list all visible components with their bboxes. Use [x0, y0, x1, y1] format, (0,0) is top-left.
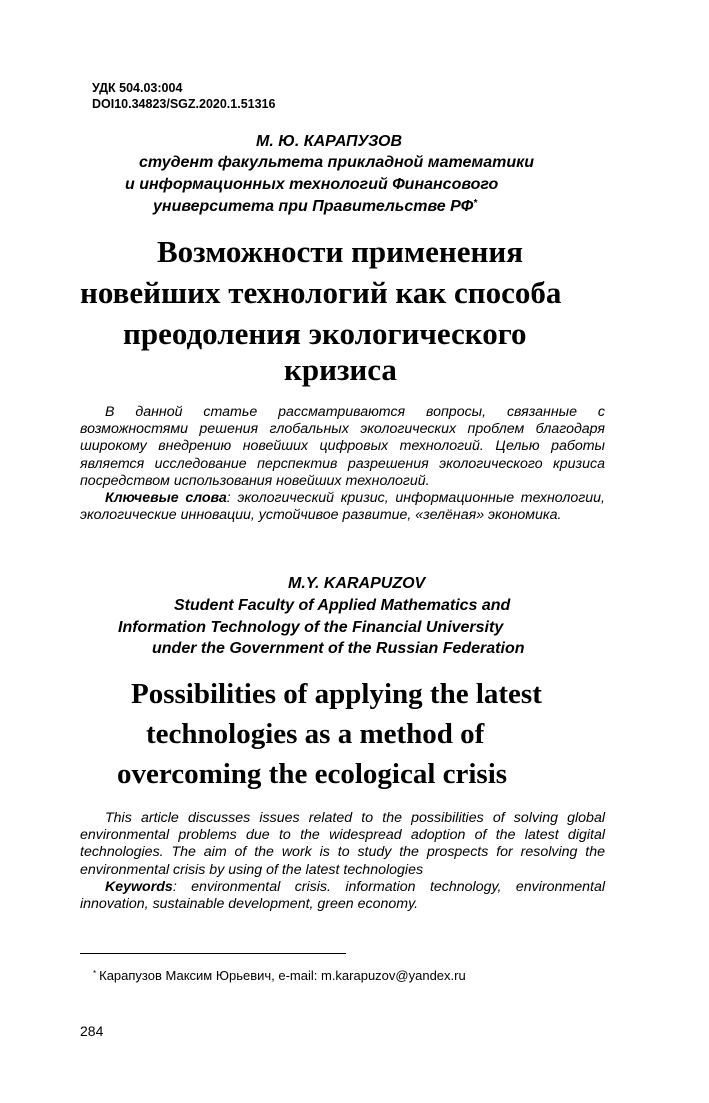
title-en-line-2: technologies as a method of: [146, 718, 485, 750]
affiliation-text: университета при Правительстве РФ: [153, 198, 474, 215]
author-name-en: M.Y. KARAPUZOV: [288, 575, 426, 592]
author-affiliation-ru-line-2: и информационных технологий Финансового: [125, 176, 499, 193]
footnote: [93, 968, 466, 983]
footnote-text: Карапузов Максим Юрьевич, e-mail: m.karapuzov@yandex.ru: [99, 968, 466, 983]
title-ru-line-2: новейших технологий как способа: [80, 275, 562, 310]
title-en-line-3: overcoming the ecological crisis: [117, 758, 508, 790]
title-en-line-1: Possibilities of applying the latest: [131, 678, 542, 710]
title-ru-line-3: преодоления экологического: [123, 316, 527, 351]
author-affiliation-en-line-2: Information Technology of the Financial University: [118, 619, 504, 636]
footnote-mark: *: [93, 969, 97, 978]
keywords-ru: [80, 490, 605, 524]
udk-code: УДК 504.03:004: [92, 81, 183, 95]
keywords-ru-text: : экологический кризис, информационные технологии, экологические инновации, устойчивое развитие, «зелёная» экономика.: [80, 490, 605, 524]
title-ru-line-4: кризиса: [284, 352, 397, 387]
abstract-ru: [80, 404, 605, 524]
keywords-en: [80, 879, 605, 913]
keywords-ru-label: Ключевые слова: [105, 490, 227, 507]
abstract-en: [80, 810, 605, 913]
footnote-marker: *: [473, 198, 478, 209]
author-affiliation-en-line-3: under the Government of the Russian Federation: [152, 640, 525, 657]
doi: DOI10.34823/SGZ.2020.1.51316: [92, 97, 276, 111]
author-affiliation-en-line-1: Student Faculty of Applied Mathematics and: [174, 597, 511, 614]
author-affiliation-ru-line-1: студент факультета прикладной математики: [139, 154, 535, 171]
author-affiliation-ru-line-3: [153, 198, 477, 216]
author-name-ru: М. Ю. КАРАПУЗОВ: [256, 133, 403, 150]
abstract-ru-text: В данной статье рассматриваются вопросы, связанные с возможностями решения глобальных экологических проблем благодаря широкому внедрению новейших цифровых технологий. Целью работы является исследование перспектив разрешения экологического кризиса посредством использования новейших технологий.: [80, 404, 605, 489]
keywords-en-text: : environmental crisis. information technology, environmental innovation, sustainable development, green economy.: [80, 878, 605, 913]
keywords-en-label: Keywords: [105, 878, 173, 895]
title-ru-line-1: Возможности применения: [157, 234, 524, 269]
footnote-divider: [80, 953, 346, 954]
abstract-en-text: This article discusses issues related to the possibilities of solving global environmental problems due to the widespread adoption of the latest digital technologies. The aim of the work is to study the prospects for resolving the environmental crisis by using of the latest technologies: [80, 810, 605, 878]
page-number: 284: [80, 1023, 104, 1039]
